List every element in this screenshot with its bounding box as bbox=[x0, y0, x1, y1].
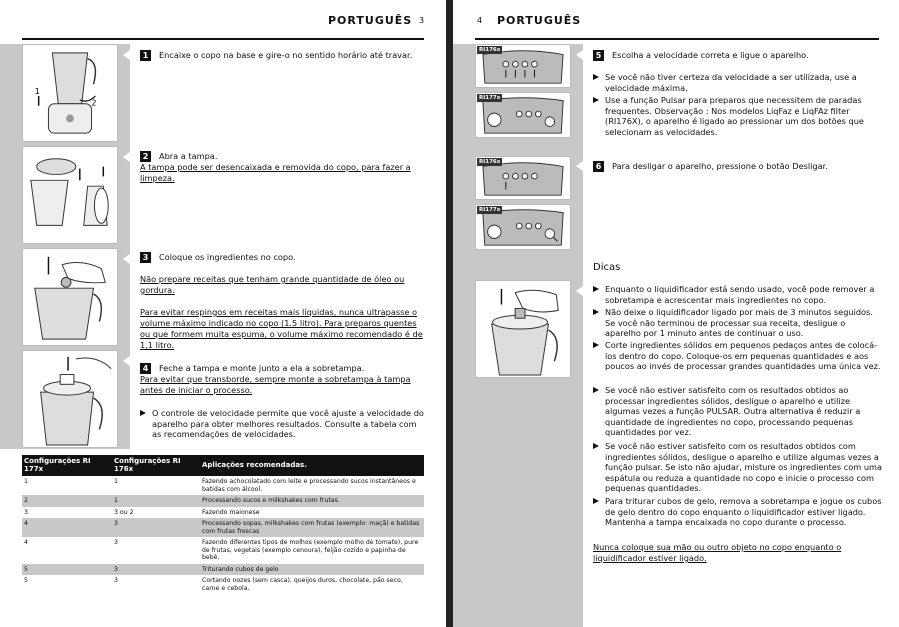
bullet-text: Não deixe o liquidificador ligado por mais de 3 minutos seguidos. Se você não terminou de processar sua receita, desligue o aparelho por 1 minuto antes de continuar o uso. bbox=[605, 307, 873, 338]
dicas-bullet bbox=[593, 284, 883, 305]
table-header-cell: Configurações RI 177x bbox=[22, 455, 112, 476]
dicas-bullet bbox=[593, 441, 883, 494]
dicas-heading: Dicas bbox=[593, 262, 621, 273]
table-cell: Processando sucos e milkshakes com frutas. bbox=[200, 495, 424, 507]
pointer-arrow bbox=[123, 50, 130, 60]
table-cell: Fazendo achocolatado com leite e processando sucos instantâneos e batidas com álcool. bbox=[202, 478, 416, 493]
table-cell: 1 bbox=[24, 478, 28, 485]
bullet-marker bbox=[593, 286, 599, 292]
step-1 bbox=[140, 50, 430, 61]
page-number-left: 3 bbox=[419, 16, 425, 25]
header-rule bbox=[22, 38, 424, 40]
table-cell: 5 bbox=[24, 577, 28, 584]
step-2 bbox=[140, 151, 425, 184]
bullet-text: Se você não estiver satisfeito com os resultados obtidos ao processar ingredientes sólidos, desligue o aparelho e utilize algumas vezes a função PULSAR. Outra alternativa é reduzir a quantidade de ingredientes no copo, processando pequenas quantidades por vez. bbox=[605, 385, 861, 437]
book-spine bbox=[446, 0, 453, 627]
header-rule bbox=[475, 38, 879, 40]
step-text: Abra a tampa. bbox=[159, 151, 218, 161]
step-text: Para desligar o aparelho, pressione o botão Desligar. bbox=[612, 161, 828, 171]
table-cell: 3 bbox=[112, 518, 200, 537]
table-row bbox=[22, 575, 424, 594]
model-label: RI177x bbox=[479, 207, 501, 213]
table-cell: Fazendo diferentes tipos de molhos (exemplo molho de tomate), pure de frutas, vegetais (exemplo cenoura), feijão cozido e papinha de bebê. bbox=[202, 539, 419, 561]
lid-open-illustration bbox=[22, 146, 118, 244]
control-panel-ri176x-illustration bbox=[475, 44, 571, 88]
step-3-note-2: Para evitar respingos em receitas mais líquidas, nunca ultrapasse o volume máximo indicado no copo (1.5 litro). Para preparos quentes ou que formem muita espuma, o volume máximo recomendado é de 1,1 litro. bbox=[140, 307, 423, 350]
table-row bbox=[22, 476, 424, 495]
step-text: Feche a tampa e monte junto a ela a sobretampa. bbox=[159, 363, 365, 373]
table-row bbox=[22, 537, 424, 564]
bullet-text: Enquanto o liquidificador está sendo usado, você pode remover a sobretampa e acrescentar mais ingredientes no copo. bbox=[605, 284, 875, 305]
bullet-text: O controle de velocidade permite que você ajuste a velocidade do aparelho para obter melhores resultados. Consulte a tabela com as recomendações de velocidades. bbox=[152, 408, 424, 439]
svg-text:1: 1 bbox=[34, 86, 40, 96]
adding-ingredients-illustration bbox=[22, 248, 118, 346]
step-number: 6 bbox=[593, 161, 604, 172]
model-label: RI176x bbox=[479, 47, 501, 53]
table-cell: 3 bbox=[114, 577, 118, 584]
table-cell: Fazendo maionese bbox=[202, 508, 260, 516]
model-label: RI177x bbox=[479, 95, 501, 101]
page-number-right: 4 bbox=[477, 16, 483, 25]
step-note: Para evitar que transborde, sempre monte a sobretampa à tampa antes de iniciar o processo. bbox=[140, 374, 411, 395]
step-6 bbox=[593, 161, 883, 172]
table-cell: Processando sopas, milkshakes com frutas (exemplo: maçã) e batidas com frutas frescas bbox=[200, 518, 424, 537]
step-text: Coloque os ingredientes no copo. bbox=[159, 252, 296, 262]
bullet-marker bbox=[593, 309, 599, 315]
pointer-arrow bbox=[576, 161, 583, 171]
bullet-marker bbox=[593, 342, 599, 348]
table-row bbox=[22, 564, 424, 576]
table-cell: 4 bbox=[22, 518, 112, 537]
control-panel-ri176x-off-illustration bbox=[475, 156, 571, 200]
pointer-arrow bbox=[123, 152, 130, 162]
pointer-arrow bbox=[576, 50, 583, 60]
page-title-left: PORTUGUÊS bbox=[328, 14, 413, 27]
step-3-note-1: Não prepare receitas que tenham grande quantidade de óleo ou gordura. bbox=[140, 274, 405, 295]
control-panel-ri177x-illustration bbox=[475, 92, 571, 138]
pointer-arrow bbox=[576, 286, 583, 296]
table-row bbox=[22, 495, 424, 507]
table-cell: 4 bbox=[24, 539, 28, 546]
blender-jar-rotate-illustration bbox=[22, 44, 118, 142]
step-3 bbox=[140, 252, 426, 263]
table-header-cell: Configurações RI 176x bbox=[112, 455, 200, 476]
dicas-bullet bbox=[593, 340, 883, 372]
step-number: 2 bbox=[140, 151, 151, 162]
bullet-marker bbox=[593, 443, 599, 449]
dicas-bullet bbox=[593, 385, 883, 438]
bullet-marker bbox=[593, 74, 599, 80]
bullet-marker bbox=[593, 387, 599, 393]
step-4 bbox=[140, 363, 426, 396]
table-cell: 3 bbox=[114, 539, 118, 546]
table-header-cell: Aplicações recomendadas. bbox=[200, 455, 424, 476]
bullet-text: Se você não estiver satisfeito com os resultados obtidos com ingredientes sólidos, desligue o aparelho e utilize algumas vezes a função pulsar. Se isto não ajudar, misture os ingredientes com uma espátula ou reduza a quantidade no copo e inicie o processo com pequenas quantidades. bbox=[605, 441, 883, 493]
table-cell: Triturando cubos de gelo bbox=[200, 564, 424, 576]
step-5 bbox=[593, 50, 883, 61]
speed-table bbox=[22, 455, 424, 594]
pointer-arrow bbox=[123, 356, 130, 366]
table-cell: Cortando nozes (sem casca), queijos duros, chocolate, pão seco, carne e cebola. bbox=[202, 577, 403, 592]
table-cell: 2 bbox=[22, 495, 112, 507]
close-lid-illustration bbox=[22, 350, 118, 448]
step-number: 3 bbox=[140, 252, 151, 263]
step-number: 1 bbox=[140, 50, 151, 61]
right-page bbox=[453, 0, 899, 627]
table-cell: 5 bbox=[22, 564, 112, 576]
step-5-bullet bbox=[593, 95, 880, 137]
step-number: 5 bbox=[593, 50, 604, 61]
dicas-bullet bbox=[593, 496, 883, 528]
table-cell: 3 bbox=[24, 508, 28, 516]
speed-control-bullet bbox=[140, 408, 427, 440]
svg-text:2: 2 bbox=[91, 98, 97, 108]
bullet-marker bbox=[140, 410, 146, 416]
table-cell: 3 bbox=[112, 564, 200, 576]
bullet-text: Se você não tiver certeza da velocidade a ser utilizada, use a velocidade máxima. bbox=[605, 72, 857, 93]
step-number: 4 bbox=[140, 363, 151, 374]
step-note: A tampa pode ser desencaixada e removida do copo, para fazer a limpeza. bbox=[140, 162, 411, 183]
step-5-bullet bbox=[593, 72, 873, 93]
control-panel-ri177x-off-illustration bbox=[475, 204, 571, 250]
table-row bbox=[22, 507, 424, 519]
step-text: Escolha a velocidade correta e ligue o aparelho. bbox=[612, 50, 809, 60]
table-header-row bbox=[22, 455, 424, 476]
bullet-text: Use a função Pulsar para preparos que necessitem de paradas frequentes. Observação : Nos modelos LiqFaz e LiqFAz filter (RI176X), o aparelho é ligado ao pressionar um dos botões que selecionam as velocidades. bbox=[605, 95, 864, 137]
bullet-text: Para triturar cubos de gelo, remova a sobretampa e jogue os cubos de gelo dentro do copo enquanto o liquidificador estiver ligado. Mantenha a tampa encaixada no copo durante o processo. bbox=[605, 496, 882, 527]
adding-ingredients-through-lid-illustration bbox=[475, 280, 571, 378]
step-text: Encaixe o copo na base e gire-o no sentido horário até travar. bbox=[159, 50, 413, 60]
table-cell: 1 bbox=[112, 495, 200, 507]
bullet-marker bbox=[593, 498, 599, 504]
bullet-text: Corte ingredientes sólidos em pequenos pedaços antes de colocá-los dentro do copo. Coloque-os em pequenas quantidades e aos poucos ao invés de processar grandes quantidades uma única vez. bbox=[605, 340, 881, 371]
dicas-bullet bbox=[593, 307, 883, 339]
safety-warning: Nunca coloque sua mão ou outro objeto no copo enquanto o liquidificador estiver ligado. bbox=[593, 542, 842, 563]
page-title-right: PORTUGUÊS bbox=[497, 14, 582, 27]
table-row bbox=[22, 518, 424, 537]
left-page bbox=[0, 0, 446, 627]
bullet-marker bbox=[593, 97, 599, 103]
pointer-arrow bbox=[123, 254, 130, 264]
table-cell: 1 bbox=[114, 478, 118, 485]
model-label: RI176x bbox=[479, 159, 501, 165]
table-cell: 3 ou 2 bbox=[114, 508, 134, 516]
